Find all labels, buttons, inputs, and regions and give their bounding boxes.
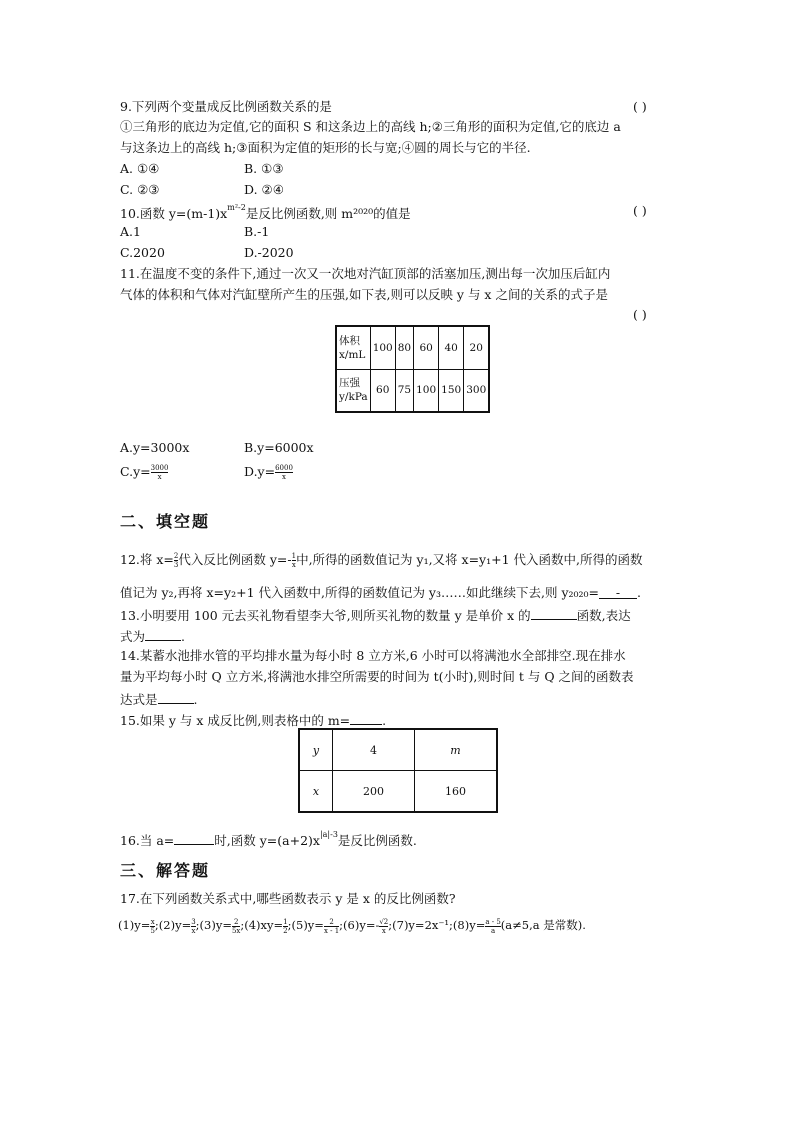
q10-stem-post: 是反比例函数,则 m²⁰²⁰的值是 [245,206,411,222]
q11-option-a: A.y=3000x [120,440,190,455]
q15-table-row-x [299,771,497,813]
q13-blank-1 [531,606,577,620]
q11-table-row-volume [336,326,489,369]
q11-table-cell: 60 [370,369,395,412]
q11-table-cell: 100 [414,369,439,412]
q9-option-b: B. ①③ [244,161,284,176]
q9-line3: 与这条边上的高线 h;③面积为定值的矩形的长与宽;④圆的周长与它的半径. [120,140,531,155]
q11-table-cell: 100 [370,326,395,369]
q15-table [298,728,498,813]
q11-option-d: D.y= $\frac{6000}{x}$ [244,464,293,481]
q15-table-cell: x [299,771,333,813]
q10-stem [120,203,411,222]
section-heading-fill-in: 二、填空题 [120,512,211,531]
q17-expressions: (1)y= $\frac{x}{5}$ ;(2)y= $\frac{3}{x}$ ;(3)y= $\frac{2}{5x}$ ;(4)xy= $\frac{1}{2}$ ;(5)y= $\frac{2}{x - 1}$ ;(6)y=- $\frac{√2}{x}$ ;(7)y=2x⁻¹;(8)y= $\frac{a - 5}{a}$ (a≠5,a 是常数). [118,917,586,935]
q9-option-c: C. ②③ [120,182,160,197]
q9-option-a: A. ①④ [120,161,160,176]
q10-exponent: m²-2 [227,203,246,212]
q11-table-cell: 300 [464,369,490,412]
q11-table-head-volume: 体积 x/mL [336,326,370,369]
q12-answer-blank: - [599,585,637,599]
q13-line1: 13.小明要用 100 元去买礼物看望李大爷,则所买礼物的数量 y 是单价 x 的 函数,表达 [120,608,631,623]
q11-option-b: B.y=6000x [244,440,314,455]
q14-blank [158,690,194,704]
q11-option-c: C.y= $\frac{3000}{x}$ [120,464,169,481]
q10-answer-paren: ( ) [633,203,647,218]
q17-stem: 17.在下列函数关系式中,哪些函数表示 y 是 x 的反比例函数? [120,891,456,906]
q11-line1: 11.在温度不变的条件下,通过一次又一次地对汽缸顶部的活塞加压,测出每一次加压后缸内 [120,266,611,281]
q11-table-cell: 20 [464,326,490,369]
q10-option-a: A.1 [120,224,141,239]
q16-stem: 16.当 a= 时,函数 $y=(a+2)x^{|a|-3}$是反比例函数. [120,830,417,849]
q15-blank [350,711,382,725]
q10-stem-pre: 10.函数 y=(m-1)x [120,206,228,222]
q11-table-cell: 150 [439,369,464,412]
q15-table-cell: m [415,729,498,771]
q11-table-cell: 75 [395,369,413,412]
q11-table-cell: 60 [414,326,439,369]
q15-table-cell: 160 [415,771,498,813]
q10-option-d: D.-2020 [244,245,294,260]
section-heading-answer: 三、解答题 [120,861,211,880]
q15-table-cell: y [299,729,333,771]
q10-option-c: C.2020 [120,245,165,260]
q14-line1: 14.某蓄水池排水管的平均排水量为每小时 8 立方米,6 小时可以将满池水全部排空.现在排水 [120,648,626,663]
q11-answer-paren: ( ) [633,307,647,322]
q11-table [335,325,490,413]
q13-blank-2 [145,627,181,641]
q9-stem: 9.下列两个变量成反比例函数关系的是 [120,99,332,114]
q9-line2: ①三角形的底边为定值,它的面积 S 和这条边上的高线 h;②三角形的面积为定值,它的底边 a [120,119,621,134]
q9-option-d: D. ②④ [244,182,284,197]
q11-line2: 气体的体积和气体对汽缸壁所产生的压强,如下表,则可以反映 y 与 x 之间的关系的式子是 [120,287,608,302]
q12-line1: 12.将 x= $\frac{2}{3}$ 代入反比例函数 y=- $\frac{1}{x}$ 中,所得的函数值记为 y₁,又将 x=y₁+1 代入函数中,所得的函数 [120,552,643,569]
q11-table-row-pressure [336,369,489,412]
q15-table-cell: 4 [333,729,415,771]
q14-line3: 达式是 . [120,692,198,707]
q15-table-row-y [299,729,497,771]
q13-line2: 式为 . [120,629,185,644]
q16-blank [174,831,214,845]
q10-option-b: B.-1 [244,224,270,239]
q11-table-cell: 40 [439,326,464,369]
q9-answer-paren: ( ) [633,99,647,114]
q12-line2: 值记为 y₂,再将 x=y₂+1 代入函数中,所得的函数值记为 y₃……如此继续下去,则 y₂₀₂₀=-. [120,585,642,600]
q11-table-cell: 80 [395,326,413,369]
q11-table-head-pressure: 压强 y/kPa [336,369,370,412]
q15-stem: 15.如果 y 与 x 成反比例,则表格中的 m= . [120,713,387,728]
q14-line2: 量为平均每小时 Q 立方米,将满池水排空所需要的时间为 t(小时),则时间 t 与 Q 之间的函数表 [120,669,634,684]
q15-table-cell: 200 [333,771,415,813]
